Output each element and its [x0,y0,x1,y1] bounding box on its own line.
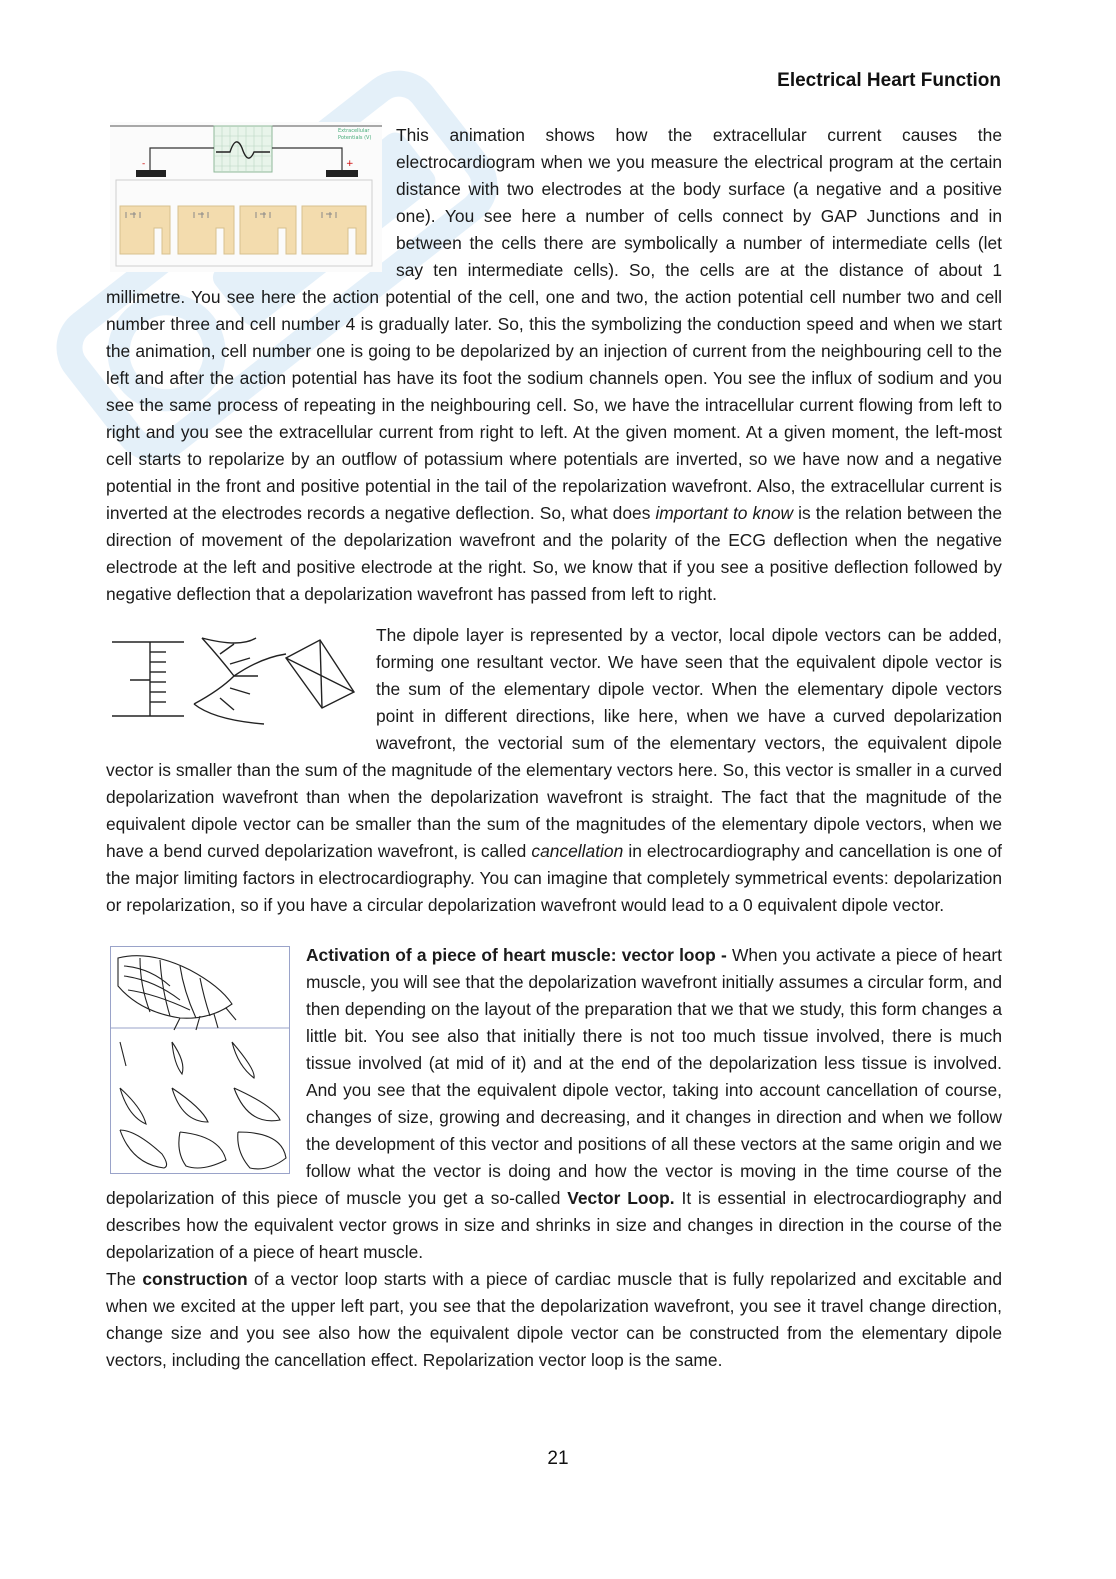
page-number: 21 [547,1448,569,1469]
legend-extracellular: Extracellular [338,128,370,134]
paragraph-ecg-animation: This animation shows how the extracellular current causes the electrocardiogram when we you measure the electrical program at the certain distance with two electrodes at the body surface (a negative and a positive one). You see here a number of cells connect by GAP Junctions and in between the cells there are symbolically a number of intermediate cells (let say ten intermediate cells). So, the cells are at the distance of about 1 millimetre. You see here the action potential of the cell, one and two, the action potential cell number two and cell number three and cell number 4 is gradually later. So, this the symbolizing the conduction speed and when we start the animation, cell number one is going to be depolarized by an injection of current from the neighbouring cell to the left and after the action potential has have its foot the sodium channels open. You see the influx of sodium and you see the same process of repeating in the neighbouring cell. So, we have the intracellular current flowing from left to right and you see the extracellular current from right to left. At the given moment. At a given moment, the left-most cell starts to repolarize by an outflow of potassium where potentials are inverted, so we have now and a negative potential in the front and positive potential in the tail of the repolarization wavefront. Also, the extracellular current is inverted at the electrodes records a negative deflection. So, what does important to know is the relation between the direction of movement of the depolarization wavefront and the polarity of the ECG deflection when the negative electrode at the left and positive electrode at the right. So, we know that if you see a positive deflection followed by negative deflection that a depolarization wavefront has passed from left to right. [106,125,1002,604]
ecg-electrode-figure [110,122,382,272]
positive-electrode-label: + [346,159,354,169]
paragraph-vector-loop: Activation of a piece of heart muscle: vector loop - When you activate a piece of heart muscle, you will see that the depolarization wavefront initially assumes a circular form, and then depending on the layout of the preparation that we that we study, this form changes a little bit. You see also that initially there is not too much tissue involved, there is much tissue involved (at mid of it) and at the end of the depolarization less tissue is involved. And you see that the equivalent dipole vector, taking into account cancellation of course, changes of size, growing and decreasing, and it changes in direction and when we follow the development of this vector and positions of all these vectors at the same origin and we follow what the vector is doing and how the vector is moving in the time course of the depolarization of this piece of muscle you get a so-called Vector Loop. It is essential in electrocardiography and describes how the equivalent vector grows in size and shrinks in size and changes in direction in the course of the depolarization of a piece of heart muscle. [106,945,1003,1262]
legend-potentials: Potentials (V) [338,135,372,141]
page-header: Electrical Heart Function [777,70,1001,91]
vector-loop-figure [110,946,290,1174]
paragraph-dipole-layer: The dipole layer is represented by a vector, local dipole vectors can be added, forming one resultant vector. We have seen that the equivalent dipole vector is the sum of the elementary dipole vector. When the elementary dipole vectors point in different directions, like here, when we have a curved depolarization wavefront, the vectorial sum of the elementary vectors, the equivalent dipole vector is smaller than the sum of the magnitude of the elementary vectors here. So, this vector is smaller in a curved depolarization wavefront than when the depolarization wavefront is straight. The fact that the magnitude of the equivalent dipole vector can be smaller than the sum of the magnitudes of the elementary dipole vectors, when we have a bend curved depolarization wavefront, is called cancellation in electrocardiography and cancellation is one of the major limiting factors in electrocardiography. You can imagine that completely symmetrical events: depolarization or repolarization, so if you have a circular depolarization wavefront would lead to a 0 equivalent dipole vector. [106,625,1002,915]
dipole-vector-figure [110,628,360,726]
document-body [106,122,1002,1374]
negative-electrode-label: - [142,159,146,169]
paragraph-vector-loop-construction: The construction of a vector loop starts with a piece of cardiac muscle that is fully repolarized and excitable and when we excited at the upper left part, you see that the depolarization wavefront, you see it travel change direction, change size and you see also how the equivalent dipole vector can be constructed from the elementary dipole vectors, including the cancellation effect. Repolarization vector loop is the same. [106,1269,1002,1370]
